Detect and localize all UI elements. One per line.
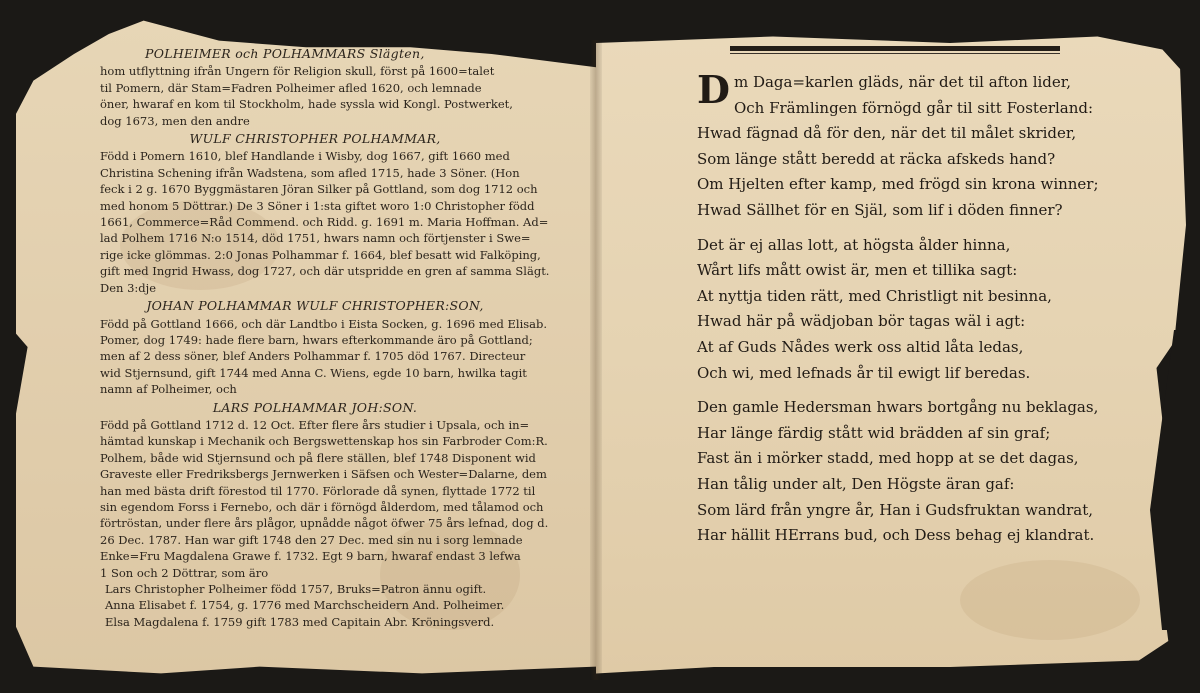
section-line: 1 Son och 2 Döttrar, som äro	[100, 565, 269, 580]
section-heading: LARS POLHAMMAR JOH:SON.	[212, 399, 418, 415]
poem-line: At nyttja tiden rätt, med Christligt nit besinna,	[697, 286, 1052, 305]
child-entry: Elsa Magdalena f. 1759 gift 1783 med Capitain Abr. Kröningsverd.	[105, 614, 495, 629]
poem-line: At af Guds Nådes werk oss altid låta ledas,	[697, 337, 1024, 356]
poem-line: Hwad Sällhet för en Själ, som lif i döden finner?	[697, 200, 1063, 219]
section-line: Enke=Fru Magdalena Grawe f. 1732. Egt 9 barn, hwaraf endast 3 lefwa	[100, 549, 521, 564]
poem-line: Om Hjelten efter kamp, med frögd sin krona winner;	[697, 175, 1099, 194]
section-line: Christina Schening ifrån Wadstena, som afled 1715, hade 3 Söner. (Hon	[100, 165, 520, 180]
section-line: 26 Dec. 1787. Han war gift 1748 den 27 Dec. med sin nu i sorg lemnade	[100, 532, 523, 547]
poem-line: Wårt lifs mått owist är, men et tillika sagt:	[697, 261, 1018, 280]
poem-line: Och wi, med lefnads år til ewigt lif beredas.	[697, 363, 1031, 382]
poem-line: Som länge stått beredd at räcka afskeds hand?	[697, 149, 1056, 168]
children-list	[100, 581, 510, 630]
stanza	[697, 233, 1077, 387]
stanza	[697, 67, 1099, 224]
section-line: Polhem, både wid Stjernsund och på flere ställen, blef 1748 Disponent wid	[100, 450, 536, 465]
poem-line: Han tålig under alt, Den Högste äran gaf:	[697, 474, 1015, 493]
poem-line: Har länge färdig stått wid brädden af sin graf;	[697, 423, 1051, 442]
child-entry: Anna Elisabet f. 1754, g. 1776 med Marchscheidern And. Polheimer.	[105, 598, 505, 613]
poem-line: Har hällit HErrans bud, och Dess behag ej klandrat.	[697, 526, 1095, 545]
poem-line: Det är ej allas lott, at högsta ålder hinna,	[697, 235, 1011, 254]
section-line: namn af Polheimer, och	[100, 382, 237, 397]
paper-stain	[960, 560, 1140, 640]
intro-line: dog 1673, men den andre	[100, 113, 250, 128]
section-line: rige icke glömmas. 2:0 Jonas Polhammar f. 1664, blef besatt wid Falköping,	[100, 247, 541, 262]
section-line: feck i 2 g. 1670 Byggmästaren Jöran Silker på Gottland, som dog 1712 och	[100, 182, 538, 197]
section-line: gift med Ingrid Hwass, dog 1727, och där utspridde en gren af samma Slägt.	[100, 264, 550, 279]
intro-line: öner, hwaraf en kom til Stockholm, hade syssla wid Kongl. Postwerket,	[100, 97, 513, 112]
poem-line: Hwad här på wädjoban bör tagas wäl i agt:	[697, 312, 1026, 331]
left-page-text	[100, 44, 550, 630]
stanza	[697, 395, 1099, 549]
section-line: wid Stjernsund, gift 1744 med Anna C. Wiens, egde 10 barn, hwilka tagit	[100, 365, 527, 380]
section-line: Född i Pomern 1610, blef Handlande i Wisby, dog 1667, gift 1660 med	[100, 149, 510, 164]
poem-line: Den gamle Hedersman hwars bortgång nu beklagas,	[697, 398, 1099, 417]
section-line: 1661, Commerce=Råd Commend. och Ridd. g. 1691 m. Maria Hoffman. Ad=	[100, 215, 549, 230]
section-line: lad Polhem 1716 N:o 1514, död 1751, hwars namn och förtjenster i Swe=	[100, 231, 531, 246]
section-line: Den 3:dje	[100, 280, 157, 295]
intro-line: hom utflyttning ifrån Ungern för Religion skull, först på 1600=talet	[100, 64, 495, 79]
family-heading: POLHEIMER och POLHAMMARS Slägten,	[145, 46, 425, 61]
header-rule	[730, 46, 1060, 51]
section-line: sin egendom Forss i Fernebo, och där i förnögd ålderdom, med tålamod och	[100, 499, 544, 514]
poem-line: Hwad fägnad då för den, när det til målet skrider,	[697, 124, 1077, 143]
center-fold	[590, 40, 602, 680]
section-heading: JOHAN POLHAMMAR WULF CHRISTOPHER:SON,	[146, 298, 484, 314]
drop-cap: D	[697, 67, 730, 112]
section-line: men af 2 dess söner, blef Anders Polhammar f. 1705 död 1767. Directeur	[100, 349, 526, 364]
intro-line: til Pomern, där Stam=Fadren Polheimer afled 1620, och lemnade	[100, 80, 482, 95]
poem	[697, 67, 1099, 558]
section-line: Graveste eller Fredriksbergs Jernwerken i Säfsen och Wester=Dalarne, dem	[100, 467, 547, 482]
poem-line: Fast än i mörker stadd, med hopp at se det dagas,	[697, 449, 1079, 468]
poem-line: Som lärd från yngre år, Han i Gudsfruktan wandrat,	[697, 500, 1094, 519]
section-line: Född på Gottland 1712 d. 12 Oct. Efter flere års studier i Upsala, och in=	[100, 417, 530, 432]
header-rule-thin	[730, 53, 1060, 54]
section-line: förtröstan, under flere års plågor, upnådde något öfwer 75 års lefnad, dog d.	[100, 516, 549, 531]
section-line: Pomer, dog 1749: hade flere barn, hwars efterkommande äro på Gottland;	[100, 332, 533, 347]
section-line: med honom 5 Döttrar.) De 3 Söner i 1:sta giftet woro 1:0 Christopher född	[100, 198, 535, 213]
section-line: hämtad kunskap i Mechanik och Bergswettenskap hos sin Farbroder Com:R.	[100, 434, 548, 449]
poem-line: Och Främlingen förnögd går til sitt Fosterland:	[733, 98, 1094, 117]
section-line: han med bästa drift förestod til 1770. Förlorade då synen, flyttade 1772 til	[100, 483, 536, 498]
section-heading: WULF CHRISTOPHER POLHAMMAR,	[189, 131, 441, 147]
section-line: Född på Gottland 1666, och där Landtbo i Eista Socken, g. 1696 med Elisab.	[100, 316, 548, 331]
poem-line: m Daga=karlen gläds, när det til afton lider,	[733, 73, 1072, 91]
child-entry: Lars Christopher Polheimer född 1757, Bruks=Patron ännu ogift.	[105, 582, 487, 596]
